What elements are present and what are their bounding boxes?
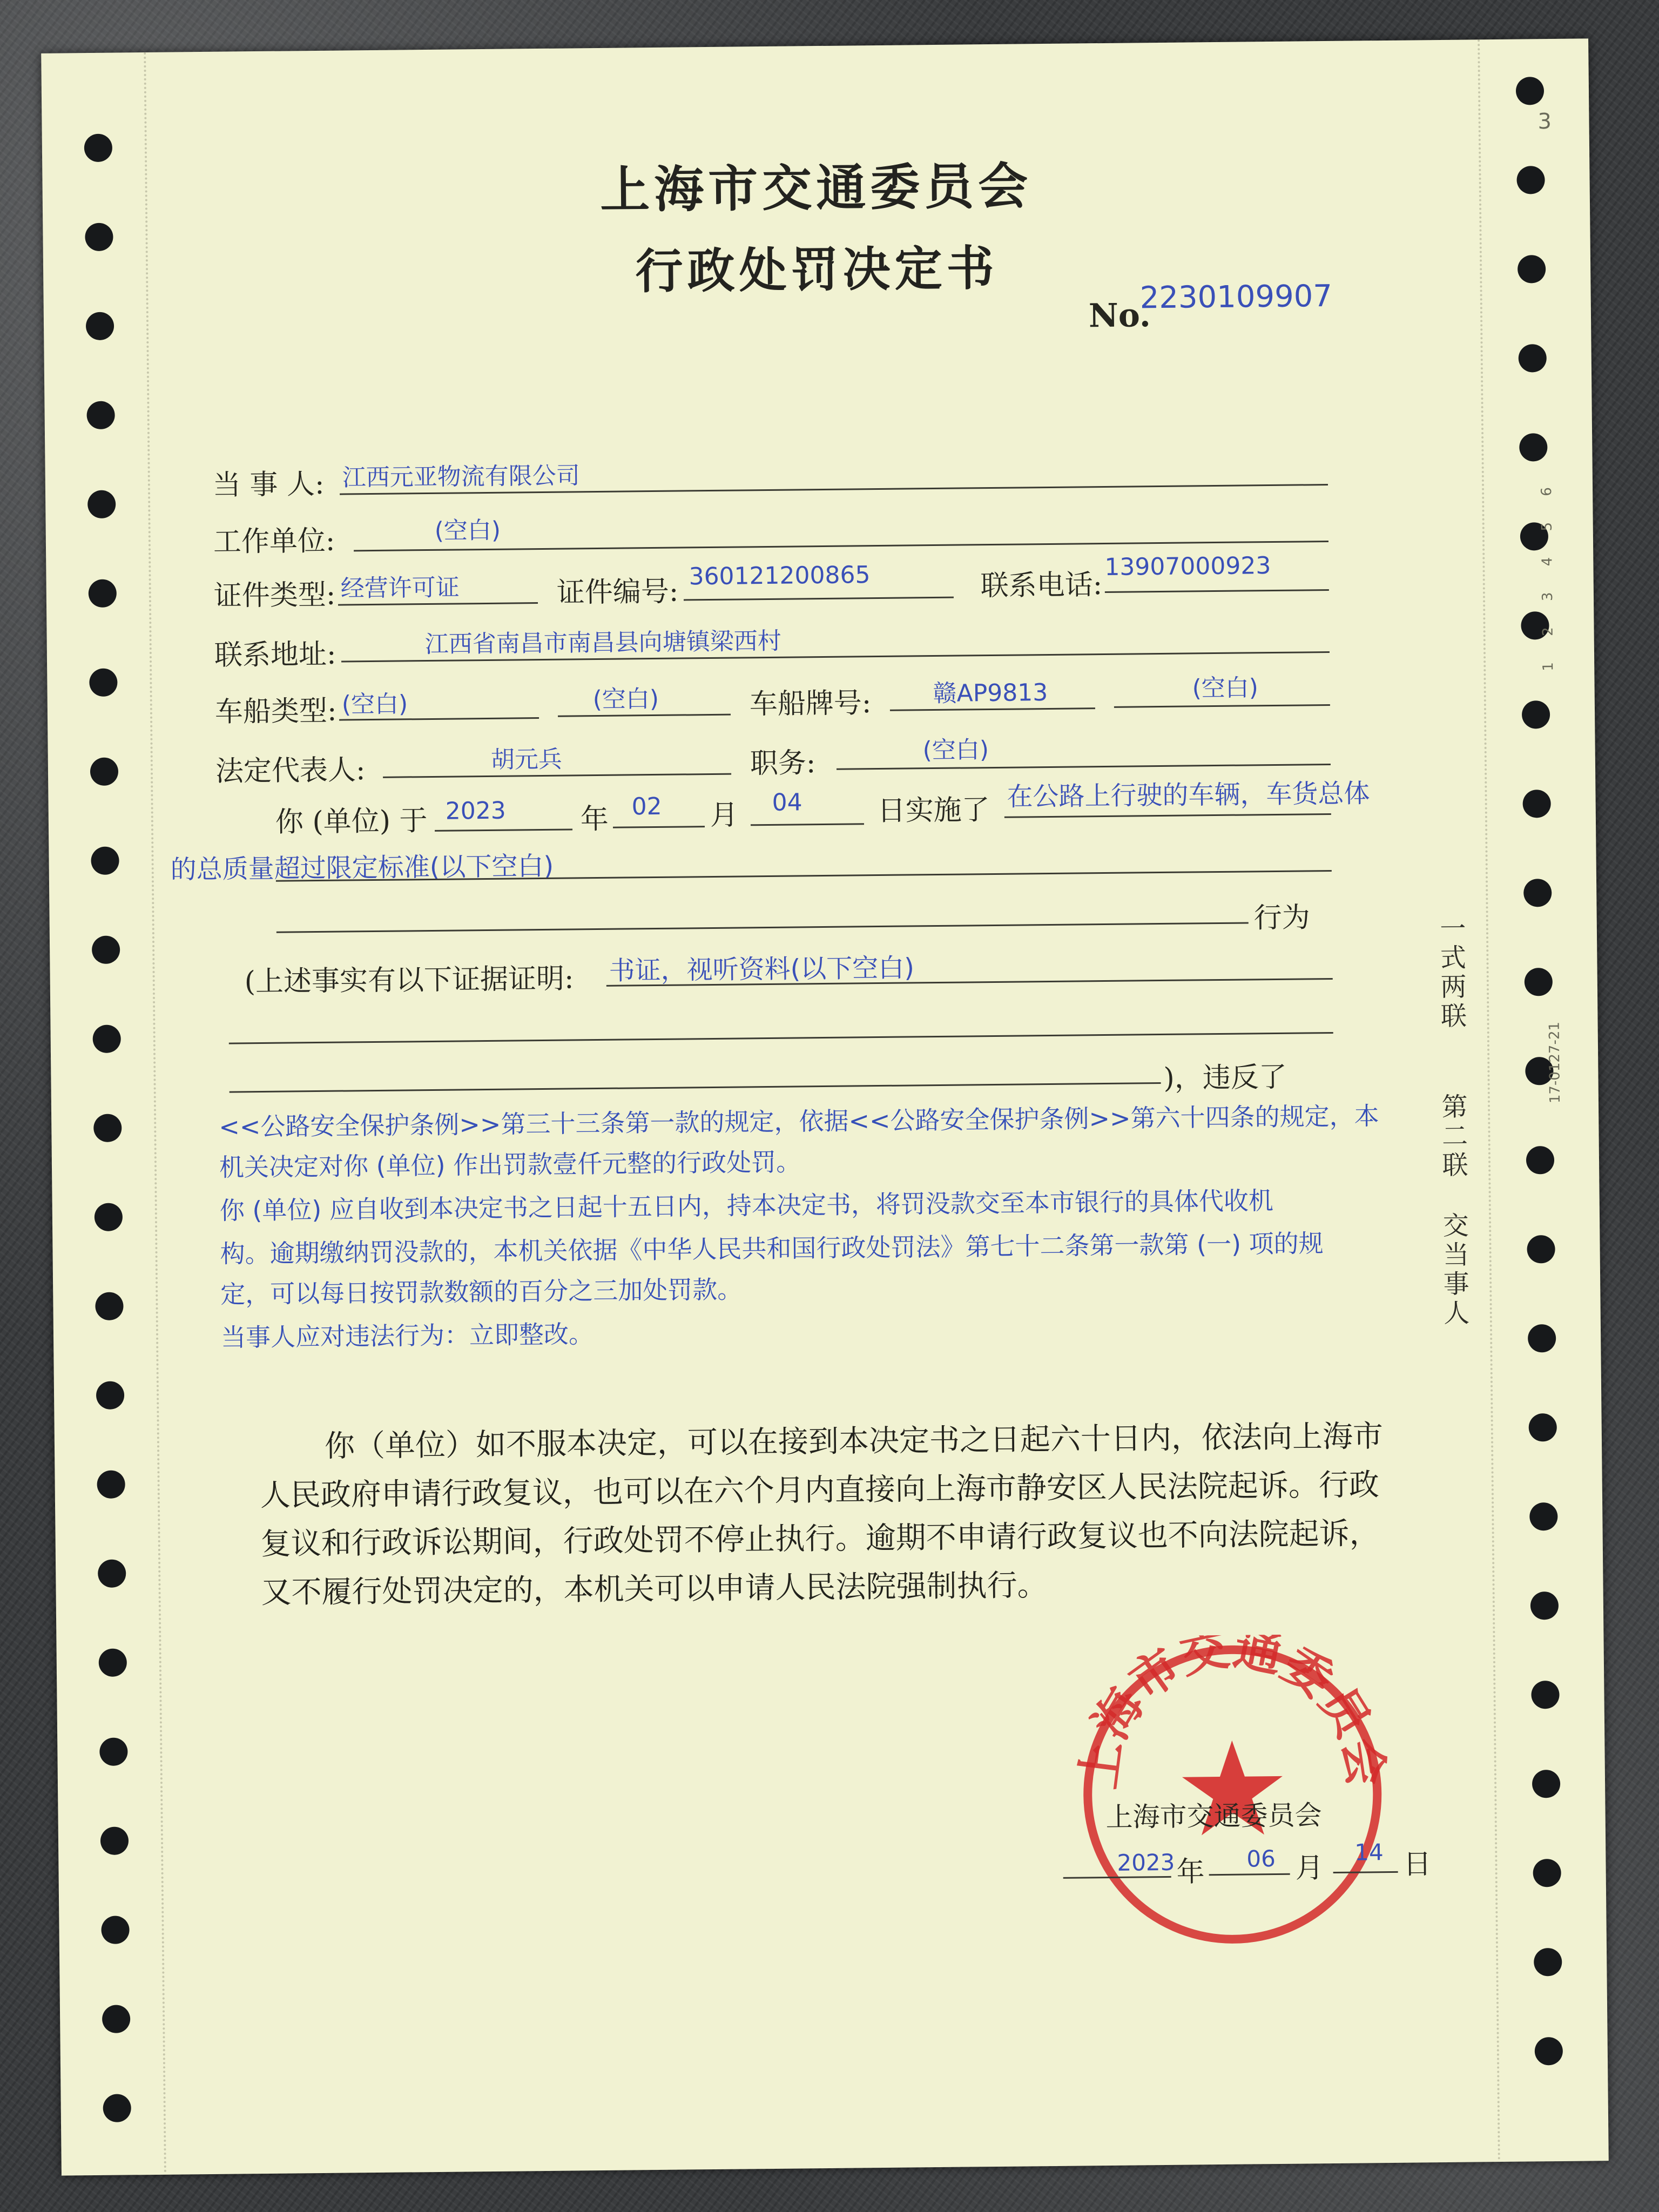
copy-number: 第二联 bbox=[1437, 1092, 1468, 1181]
address-label: 联系地址: bbox=[214, 638, 336, 672]
appeal-paragraph: 你（单位）如不服本决定，可以在接到本决定书之日起六十日内，依法向上海市 人民政府申请行政复议，也可以在六个月内直接向上海市静安区人民法院起诉。行政 复议和行政诉讼期间，行政处罚不停止执行。逾期不申请行政复议也不向法院起诉， 又不履行处罚决定的，本机关可以申请人民法院强制执行。 bbox=[260, 1419, 1384, 1611]
copies-note: 一式两联 bbox=[1435, 914, 1467, 1032]
penalty-decision-paper bbox=[41, 38, 1609, 2175]
signature-year: 2023 bbox=[1117, 1849, 1175, 1876]
incident-month: 02 bbox=[631, 792, 662, 821]
decision-text: <<公路安全保护条例>>第三十三条第一款的规定，依据<<公路安全保护条例>>第六十四条的规定，本 机关决定对你 (单位) 作出罚款壹仟元整的行政处罚。 你 (单位) 应自收到本决定书之日起十五日内，持本决定书，将罚没款交至本市银行的具体代收机 构。逾期缴纳罚没款的，本机关依据《中华人民共和国行政处罚法》第七十二条第一款第 (一) 项的规 定，可以每日按罚款数额的百分之三加处罚款。 当事人应对违法行为：立即整改。 bbox=[219, 1101, 1379, 1352]
incident-month-label: 月 bbox=[710, 799, 739, 832]
left-perforation bbox=[144, 52, 166, 2175]
legal-rep-value: 胡元兵 bbox=[490, 745, 563, 774]
position-value: (空白) bbox=[922, 736, 989, 765]
party-label: 当 事 人: bbox=[212, 468, 325, 502]
cert-type-value: 经营许可证 bbox=[340, 574, 460, 603]
form-code: 17-0127-21 bbox=[1546, 1021, 1563, 1104]
incident-year: 2023 bbox=[445, 797, 506, 825]
evidence-value: 书证，视听资料(以下空白) bbox=[609, 953, 915, 986]
document-number: 2230109907 bbox=[1139, 278, 1333, 316]
plate-label: 车船牌号: bbox=[749, 687, 872, 721]
signature-org: 上海市交通委员会 bbox=[1105, 1799, 1322, 1833]
behavior-label: 行为 bbox=[1253, 901, 1310, 935]
signature-day-label: 日 bbox=[1403, 1848, 1432, 1881]
signature-year-label: 年 bbox=[1176, 1856, 1205, 1889]
position-label: 职务: bbox=[750, 747, 816, 780]
phone-value: 13907000923 bbox=[1104, 552, 1271, 581]
seal-text: 上海市交通委员会 bbox=[1071, 1633, 1394, 1792]
facts-intro: 你 (单位) 于 bbox=[275, 805, 428, 839]
violation-label: )，违反了 bbox=[1163, 1061, 1287, 1095]
phone-label: 联系电话: bbox=[980, 569, 1103, 603]
cert-no-label: 证件编号: bbox=[556, 575, 679, 609]
to-party-note: 交当事人 bbox=[1438, 1211, 1469, 1329]
document-title: 行政处罚决定书 bbox=[635, 239, 999, 300]
signature-month: 06 bbox=[1246, 1845, 1276, 1872]
incident-day: 04 bbox=[772, 788, 802, 817]
work-unit-label: 工作单位: bbox=[213, 524, 335, 558]
number-label: No. bbox=[1088, 296, 1151, 335]
cert-no-value: 360121200865 bbox=[689, 561, 871, 591]
vehicle-type-value-2: (空白) bbox=[592, 685, 659, 714]
cert-type-label: 证件类型: bbox=[213, 578, 336, 612]
plate-value-1: 赣AP9813 bbox=[933, 679, 1048, 708]
act-line-2: 的总质量超过限定标准(以下空白) bbox=[170, 851, 554, 885]
party-value: 江西元亚物流有限公司 bbox=[342, 462, 581, 492]
issuer-title: 上海市交通委员会 bbox=[599, 157, 1033, 219]
plate-value-2: (空白) bbox=[1192, 674, 1259, 703]
work-unit-value: (空白) bbox=[434, 516, 501, 545]
margin-mark: 3 bbox=[1537, 109, 1552, 134]
vehicle-type-label: 车船类型: bbox=[214, 694, 337, 729]
act-line-1: 在公路上行驶的车辆，车货总体 bbox=[1007, 778, 1370, 812]
signature-day: 14 bbox=[1354, 1839, 1384, 1866]
incident-year-label: 年 bbox=[580, 802, 609, 836]
incident-day-label: 日实施了 bbox=[877, 794, 990, 828]
right-perforation bbox=[1478, 39, 1500, 2162]
vehicle-type-value-1: (空白) bbox=[341, 690, 408, 719]
margin-digits: 1 2 3 4 5 6 bbox=[1538, 476, 1557, 671]
signature-month-label: 月 bbox=[1295, 1852, 1324, 1885]
address-value: 江西省南昌市南昌县向塘镇梁西村 bbox=[424, 627, 781, 659]
legal-rep-label: 法定代表人: bbox=[215, 754, 366, 788]
evidence-label: (上述事实有以下证据证明: bbox=[244, 962, 574, 999]
